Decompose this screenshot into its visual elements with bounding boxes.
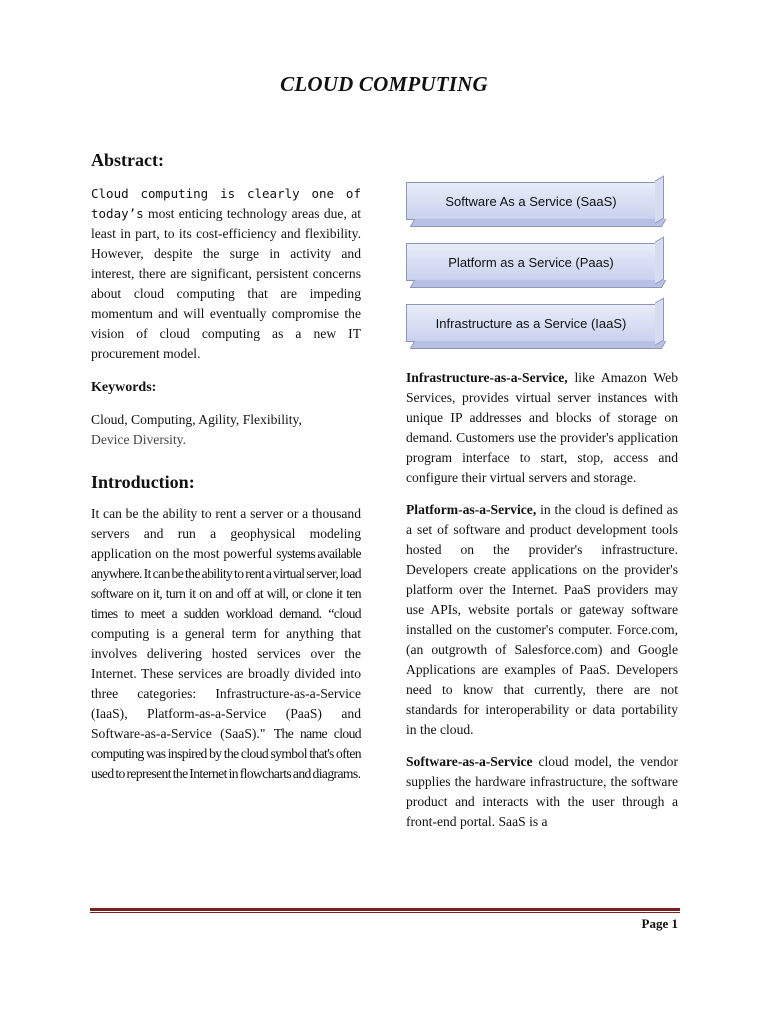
paas-paragraph	[406, 500, 678, 740]
introduction-text	[91, 504, 361, 784]
iaas-term: Infrastructure-as-a-Service,	[406, 370, 568, 385]
keywords-line1: Cloud, Computing, Agility, Flexibility,	[91, 412, 302, 427]
left-column	[91, 150, 361, 784]
intro-part4: The name cloud computing was inspired by the cloud symbol that's often used to represent the Internet in flowcharts and diagrams.	[91, 726, 361, 781]
iaas-text: like Amazon Web Services, provides virtual server instances with unique IP addresses and blocks of storage on demand. Customers use the provider's application program interface to start, stop, access and configure their virtual servers and storage.	[406, 370, 678, 485]
saas-label: Software As a Service (SaaS)	[445, 193, 617, 209]
footer-rule	[90, 908, 680, 911]
keywords-line2: Device Diversity.	[91, 432, 186, 447]
paas-term: Platform-as-a-Service,	[406, 502, 537, 517]
intro-part1: It can be the ability to rent a server or a thousand servers and run a geophysical modeling application on the most powerful	[91, 506, 361, 561]
saas-layer	[406, 182, 656, 220]
paas-text: in the cloud is defined as a set of software and product development tools hosted on the provider's infrastructure. Developers create applications on the provider's platform over the Internet. PaaS providers may use APIs, website portals or gateway software installed on the customer's computer. Force.com, (an outgrowth of Salesforce.com) and Google Applications are examples of PaaS. Developers need to know that currently, there are not standards for interoperability or data portability in the cloud.	[406, 502, 678, 737]
saas-term: Software-as-a-Service	[406, 754, 533, 769]
cloud-layers-diagram	[406, 180, 666, 356]
abstract-lead: Cloud computing is clearly one of today’s	[91, 186, 361, 221]
saas-paragraph	[406, 752, 678, 832]
document-title: CLOUD COMPUTING	[280, 72, 488, 96]
right-column	[406, 368, 678, 832]
keywords-text	[91, 410, 361, 450]
iaas-label: Infrastructure as a Service (IaaS)	[435, 315, 627, 331]
introduction-heading: Introduction:	[91, 472, 195, 492]
paas-layer	[406, 243, 656, 281]
page-number: Page 1	[641, 916, 678, 931]
intro-part3: computing is a general term for anything that involves delivering hosted services over the Internet. These services are broadly divided into three categories: Infrastructure-as-a-Service (IaaS), Platform-as-a-Service (PaaS) and Software-as-a-Service (SaaS)."	[91, 626, 361, 741]
keywords-heading: Keywords:	[91, 380, 157, 395]
saas-text: cloud model, the vendor supplies the hardware infrastructure, the software product and interacts with the user through a front-end portal. SaaS is a	[406, 754, 678, 829]
footer-rule-thin	[90, 912, 680, 913]
abstract-text	[91, 184, 361, 364]
abstract-heading: Abstract:	[91, 150, 164, 170]
intro-part2: systems available anywhere. It can be the ability to rent a virtual server, load software on it, turn it on and off at will, or clone it ten times to meet a sudden workload demand. “cloud	[91, 546, 361, 621]
paas-label: Platform as a Service (Paas)	[448, 254, 614, 270]
abstract-rest: most enticing technology areas due, at least in part, to its cost-efficiency and flexibility. However, despite the surge in activity and interest, there are significant, persistent concerns about cloud computing that are impeding momentum and will eventually compromise the vision of cloud computing as a new IT procurement model.	[91, 206, 361, 361]
iaas-paragraph	[406, 368, 678, 488]
iaas-layer	[406, 304, 656, 342]
